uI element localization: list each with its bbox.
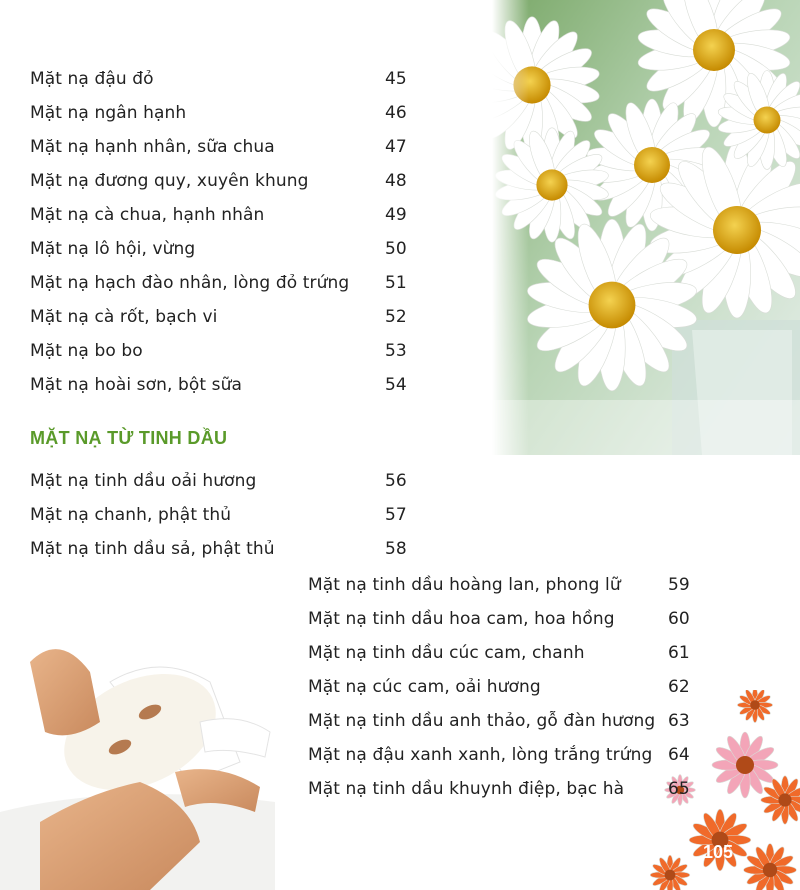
toc-entry-title: Mặt nạ đậu xanh xanh, lòng trắng trứng <box>308 745 653 765</box>
toc-entry[interactable] <box>30 64 415 94</box>
toc-entry[interactable] <box>30 370 415 400</box>
toc-entry-title: Mặt nạ tinh dầu cúc cam, chanh <box>308 643 585 663</box>
toc-entry-page: 61 <box>668 643 690 663</box>
small-flower <box>744 844 797 890</box>
toc-entry[interactable] <box>30 500 415 530</box>
toc-entry[interactable] <box>30 466 415 496</box>
toc-entry-title: Mặt nạ hạnh nhân, sữa chua <box>30 137 275 157</box>
section-heading: MẶT NẠ TỪ TINH DẦU <box>30 428 228 448</box>
toc-entry[interactable] <box>30 336 415 366</box>
toc-entry[interactable] <box>30 534 415 564</box>
toc-entry-title: Mặt nạ tinh dầu khuynh điệp, bạc hà <box>308 779 625 799</box>
toc-entry-page: 57 <box>385 505 407 525</box>
toc-entry-title: Mặt nạ lô hội, vừng <box>30 239 196 259</box>
small-flower <box>737 690 772 723</box>
toc-entry-title: Mặt nạ hoài sơn, bột sữa <box>30 375 243 395</box>
toc-entry[interactable] <box>30 302 415 332</box>
toc-entry[interactable] <box>30 132 415 162</box>
toc-entry-title: Mặt nạ chanh, phật thủ <box>30 505 232 525</box>
toc-entry[interactable] <box>308 638 698 668</box>
toc-entry-title: Mặt nạ cà rốt, bạch vi <box>30 307 218 327</box>
toc-entry-page: 52 <box>385 307 407 327</box>
toc-entry-title: Mặt nạ tinh dầu oải hương <box>30 471 257 491</box>
toc-entry[interactable] <box>30 234 415 264</box>
toc-entry-title: Mặt nạ bo bo <box>30 341 143 361</box>
toc-entry-title: Mặt nạ tinh dầu anh thảo, gỗ đàn hương <box>308 711 656 731</box>
daisy-photo <box>492 0 800 455</box>
toc-entry-title: Mặt nạ hạch đào nhân, lòng đỏ trứng <box>30 273 350 293</box>
toc-entry[interactable] <box>30 200 415 230</box>
toc-entry[interactable] <box>308 672 698 702</box>
page-number: 105 <box>703 842 734 862</box>
toc-entry-title: Mặt nạ cà chua, hạnh nhân <box>30 205 265 225</box>
toc-entry-page: 63 <box>668 711 690 731</box>
toc-entry-page: 50 <box>385 239 407 259</box>
small-flower <box>650 855 690 890</box>
toc-entry-page: 45 <box>385 69 407 89</box>
toc-entry-title: Mặt nạ tinh dầu sả, phật thủ <box>30 539 275 559</box>
toc-entry-page: 58 <box>385 539 407 559</box>
toc-entry-page: 48 <box>385 171 407 191</box>
spa-facial-photo <box>0 612 275 890</box>
toc-entry-page: 46 <box>385 103 407 123</box>
toc-entry[interactable] <box>308 604 698 634</box>
toc-entry-page: 64 <box>668 745 690 765</box>
toc-entry-title: Mặt nạ cúc cam, oải hương <box>308 677 541 697</box>
toc-entry-title: Mặt nạ đậu đỏ <box>30 69 154 89</box>
toc-entry-page: 54 <box>385 375 407 395</box>
small-flower <box>761 776 800 824</box>
toc-entry-page: 47 <box>385 137 407 157</box>
toc-entry[interactable] <box>30 268 415 298</box>
toc-entry[interactable] <box>30 98 415 128</box>
toc-entry-title: Mặt nạ tinh dầu hoàng lan, phong lữ <box>308 575 621 595</box>
toc-entry-page: 62 <box>668 677 690 697</box>
toc-entry-page: 49 <box>385 205 407 225</box>
toc-entry-page: 60 <box>668 609 690 629</box>
toc-entry-page: 65 <box>668 779 690 799</box>
toc-entry[interactable] <box>308 740 698 770</box>
toc-entry-page: 51 <box>385 273 407 293</box>
toc-entry-page: 53 <box>385 341 407 361</box>
toc-entry-title: Mặt nạ đương quy, xuyên khung <box>30 171 309 191</box>
toc-entry-title: Mặt nạ ngân hạnh <box>30 103 187 123</box>
toc-entry[interactable] <box>308 570 698 600</box>
toc-entry-page: 59 <box>668 575 690 595</box>
toc-entry[interactable] <box>308 774 698 804</box>
toc-entry[interactable] <box>30 166 415 196</box>
toc-entry-page: 56 <box>385 471 407 491</box>
toc-entry-title: Mặt nạ tinh dầu hoa cam, hoa hồng <box>308 609 615 629</box>
toc-entry[interactable] <box>308 706 698 736</box>
